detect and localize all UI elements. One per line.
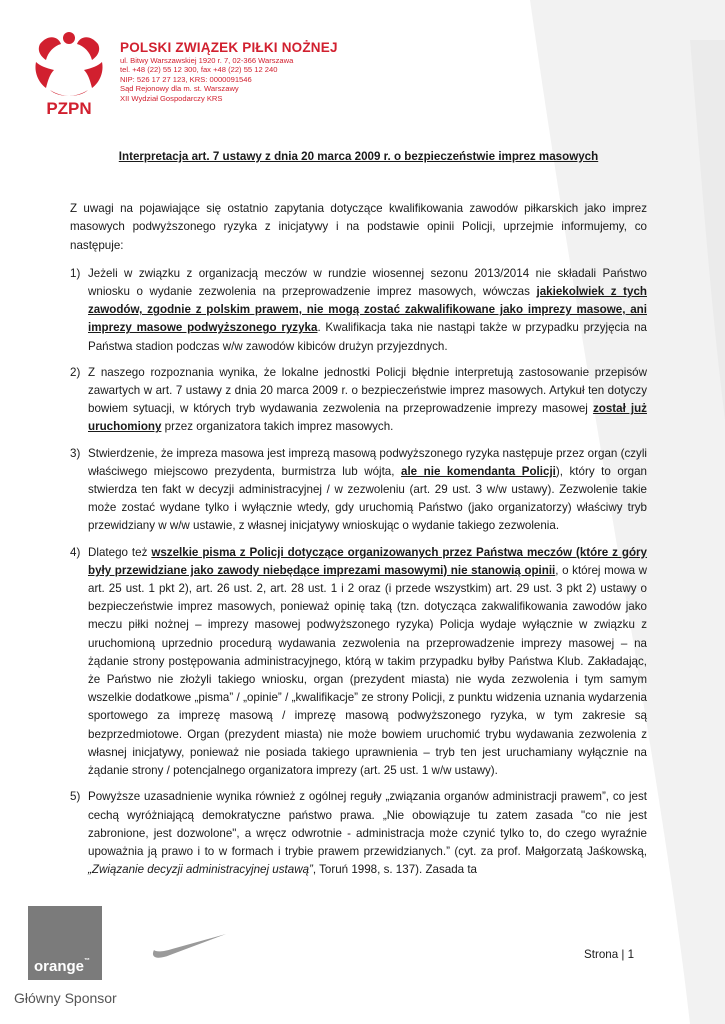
trademark-symbol: ™: [84, 958, 91, 964]
item-text: ), który to organ stwierdza ten fakt w decyzji administracyjnej / w zezwoleniu (art. 29 ust. 3 w/w ustawy). Zezwolenie takie może zostać wydane tylko i wyłącznie wtedy, gdy uruchomią Państwo (jako organizatorzy) właściwy tryb przewidziany w w/w ustawie, z własnej inicjatywy wnioskując o wydanie takiego zezwolenia.: [88, 464, 648, 533]
item-number: 1): [70, 266, 81, 280]
intro-paragraph: Z uwagi na pojawiające się ostatnio zapytania dotyczące kwalifikowania zawodów piłkarskich jako imprez masowych podwyższonego ryzyka z inicjatywy i na podstawie opinii Policji, uprzejmie informujemy, co następuje:: [70, 202, 647, 252]
item-text: Jeżeli w związku z organizacją meczów w rundzie wiosennej sezonu 2013/2014 nie składali Państwo wniosku o wydanie zezwolenia na przeprowadzenie imprez masowych, wówczas: [88, 266, 647, 299]
list-item: [70, 544, 647, 781]
item-text: Powyższe uzasadnienie wynika również z ogólnej reguły „związania organów administracji prawem”, co jest cechą wyróżniającą demokratyczne państwo prawa. „Nie obowiązuje tu zatem zasada "co nie jest zabronione, jest dozwolone", a wręcz odwrotnie - administracja może czynić tylko to, do czego wyraźnie upoważnia ją prawo i to w formach i trybie prawem przewidzianych.” (cyt. za prof. Małgorzatą Jaśkowską,: [88, 790, 647, 858]
pzpn-logo-icon: [28, 30, 110, 118]
list-item: [70, 788, 647, 879]
page-number: Strona | 1: [584, 948, 635, 961]
item-text: Dlatego też: [88, 545, 152, 559]
department-line: XII Wydział Gospodarczy KRS: [120, 93, 223, 103]
orange-wordmark: orange: [34, 958, 85, 975]
item-number: 4): [70, 545, 81, 559]
nip-line: NIP: 526 17 27 123, KRS: 0000091546: [120, 74, 252, 84]
item-emphasis: wszelkie pisma z Policji dotyczące organizowanych przez Państwa meczów (które z góry były przewidziane jako zawody niebędące imprezami masowymi) nie stanowią opinii: [88, 545, 648, 577]
item-text: , Toruń 1998, s. 137). Zasada ta: [312, 863, 478, 877]
letterhead: [28, 30, 428, 120]
document-title: Interpretacja art. 7 ustawy z dnia 20 marca 2009 r. o bezpieczeństwie imprez masowych: [118, 150, 599, 163]
item-emphasis: jakiekolwiek z tych zawodów, zgodnie z polskim prawem, nie mogą zostać zakwalifikowane jako imprezy masowe, ani imprezy masowe podwyższonego ryzyka: [88, 285, 647, 335]
item-number: 3): [70, 446, 81, 460]
organization-info: [120, 40, 420, 103]
item-emphasis: ale nie komendanta Policji: [401, 464, 556, 478]
logo-text: PZPN: [46, 99, 92, 118]
item-emphasis: został już uruchomiony: [88, 402, 647, 434]
document-body: [70, 148, 647, 887]
list-item: [70, 265, 647, 356]
address-line: ul. Bitwy Warszawskiej 1920 r. 7, 02-366 Warszawa: [120, 56, 294, 65]
list-item: [70, 445, 647, 536]
court-line: Sąd Rejonowy dla m. st. Warszawy: [120, 84, 239, 94]
phone-line: tel. +48 (22) 55 12 300, fax +48 (22) 55 12 240: [120, 65, 278, 75]
nike-swoosh-icon: [148, 930, 228, 960]
item-text: przez organizatora takich imprez masowych.: [161, 420, 394, 434]
item-number: 5): [70, 790, 81, 804]
item-citation: „Związanie decyzji administracyjnej ustawą”: [88, 863, 313, 877]
item-text: . Kwalifikacja taka nie nastąpi także w przypadku przyjęcia na Państwa stadion podczas w/w zawodów kibiców drużyn przyjezdnych.: [88, 321, 647, 353]
main-sponsor-label: Główny Sponsor: [14, 990, 117, 1006]
points-list: [70, 265, 647, 880]
list-item: [70, 364, 647, 437]
item-text: , o której mowa w art. 25 ust. 1 pkt 2), art. 26 ust. 2, art. 28 ust. 1 i 2 oraz (i przede wszystkim) art. 29 ust. 3 pkt 2) ustawy o bezpieczeństwie imprez masowych, ponieważ opinię taką (tzn. dotycząca zakwalifikowania zawodów jako meczu piłki nożnej – imprezy masowej podwyższonego ryzyka) Policja wydaje wyłącznie w związku z uruchomioną uprzednio procedurą wydawania zezwolenia na przeprowadzenie imprezy masowej – na żądanie strony postępowania administracyjnego, którą w takim przypadku byłby Państwa Klub. Zakładając, że Państwo nie złożyli takiego wniosku, organ (prezydent miasta) nie wyda zezwolenia i tym samym wszelkie dodatkowe „pisma” / „opinie” / „kwalifikacje” ze strony Policji, z punktu widzenia uznania wydarzenia sportowego za imprezę masową / imprezę masową podwyższonego ryzyka, w tym zakresie są bezprzedmiotowe. Organ (prezydent miasta) nie może bowiem uruchomić trybu wydawania zezwolenia z własnej inicjatywy, ponieważ nie posiada takiego uprawnienia – tryb ten jest uruchamiany wyłącznie na żądanie strony / potencjalnego organizatora imprezy (art. 25 ust. 1 w/w ustawy).: [88, 563, 647, 778]
orange-logo: [28, 906, 102, 980]
organization-name: POLSKI ZWIĄZEK PIŁKI NOŻNEJ: [120, 40, 338, 55]
item-text: Stwierdzenie, że impreza masowa jest imprezą masową podwyższonego ryzyka następuje przez organ (czyli właściwego miejscowo prezydenta, burmistrza lub wójta,: [88, 446, 647, 478]
item-text: Z naszego rozpoznania wynika, że lokalne jednostki Policji błędnie interpretują zastosowanie przepisów zawartych w art. 7 ustawy z dnia 20 marca 2009 r. o bezpieczeństwie imprez masowych. Artykuł ten dotyczy bowiem sytuacji, w których tryb wydawania zezwolenia na przeprowadzenie imprezy masowej: [88, 365, 647, 416]
item-number: 2): [70, 365, 81, 379]
